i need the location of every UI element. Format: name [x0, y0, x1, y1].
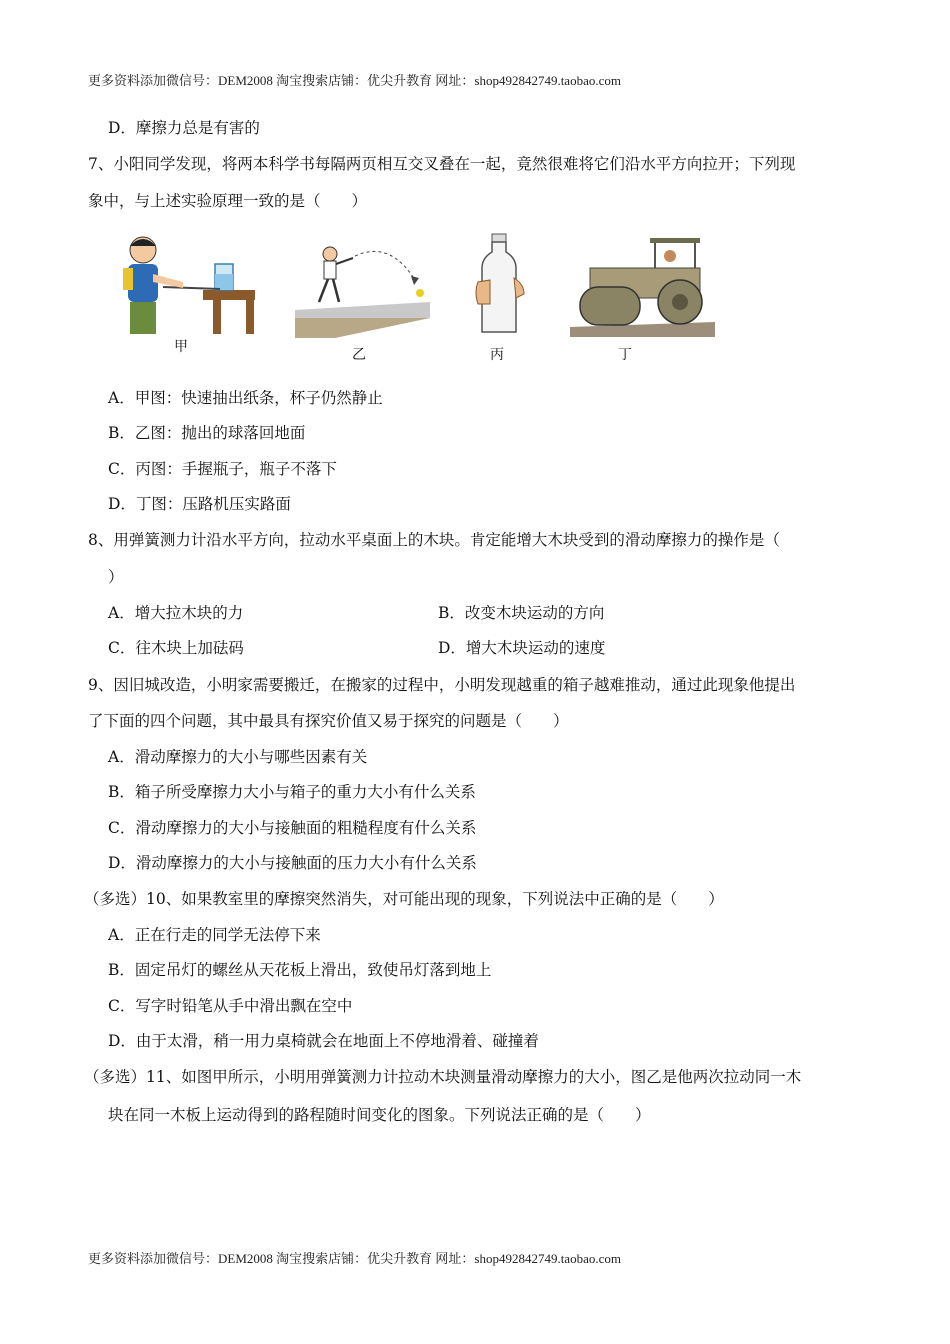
q9-stem-line2: 了下面的四个问题，其中最具有探究价值又易于探究的问题是（ ）: [88, 712, 569, 730]
q8-stem-line1: 8、用弹簧测力计沿水平方向，拉动水平桌面上的木块。肯定能增大木块受到的滑动摩擦力的操作是（: [88, 531, 780, 549]
q11-stem-line2: 块在同一木板上运动得到的路程随时间变化的图象。下列说法正确的是（ ）: [108, 1106, 651, 1124]
q8-stem-line2: ）: [108, 568, 124, 586]
figure-ding-image: [570, 232, 715, 337]
q11-stem-line1: （多选）11、如图甲所示，小明用弹簧测力计拉动木块测量滑动摩擦力的大小，图乙是他两次拉动同一木: [84, 1068, 802, 1086]
q7-figures: [100, 232, 720, 372]
figure-yi-image: [295, 240, 430, 340]
q10-stem: （多选）10、如果教室里的摩擦突然消失，对可能出现的现象，下列说法中正确的是（ ）: [84, 890, 724, 908]
figure-caption-ding: 丁: [618, 347, 632, 363]
q8-option-d: D．增大木块运动的速度: [438, 639, 606, 657]
q8-option-b: B．改变木块运动的方向: [438, 604, 605, 622]
q7-stem-line2: 象中，与上述实验原理一致的是（ ）: [88, 192, 368, 210]
q9-option-a: A．滑动摩擦力的大小与哪些因素有关: [108, 748, 368, 766]
figure-caption-jia: 甲: [174, 339, 188, 355]
q7-option-b: B．乙图：抛出的球落回地面: [108, 424, 306, 442]
q7-stem-line1: 7、小阳同学发现，将两本科学书每隔两页相互交叉叠在一起，竟然很难将它们沿水平方向拉开；下列现: [88, 155, 796, 173]
q7-option-c: C．丙图：手握瓶子，瓶子不落下: [108, 460, 337, 478]
q10-option-d: D．由于太滑，稍一用力桌椅就会在地面上不停地滑着、碰撞着: [108, 1032, 539, 1050]
q9-option-c: C．滑动摩擦力的大小与接触面的粗糙程度有什么关系: [108, 819, 477, 837]
q8-option-a: A．增大拉木块的力: [108, 604, 244, 622]
q10-option-c: C．写字时铅笔从手中滑出飘在空中: [108, 997, 353, 1015]
q8-option-c: C．往木块上加砝码: [108, 639, 244, 657]
q9-stem-line1: 9、因旧城改造，小明家需要搬迁，在搬家的过程中，小明发现越重的箱子越难推动，通过此现象他提出: [88, 676, 796, 694]
figure-jia-image: [108, 232, 258, 337]
q7-option-a: A．甲图：快速抽出纸条，杯子仍然静止: [108, 389, 383, 407]
figure-bing-image: [470, 232, 530, 337]
q10-option-b: B．固定吊灯的螺丝从天花板上滑出，致使吊灯落到地上: [108, 961, 492, 979]
q10-option-a: A．正在行走的同学无法停下来: [108, 926, 321, 944]
figure-caption-bing: 丙: [490, 347, 504, 363]
q9-option-b: B．箱子所受摩擦力大小与箱子的重力大小有什么关系: [108, 783, 476, 801]
figure-caption-yi: 乙: [352, 347, 366, 363]
page-footer: 更多资料添加微信号：DEM2008 淘宝搜索店铺：优尖升教育 网址：shop492842749.taobao.com: [88, 1251, 621, 1266]
q6-option-d: D．摩擦力总是有害的: [108, 119, 260, 137]
q9-option-d: D．滑动摩擦力的大小与接触面的压力大小有什么关系: [108, 854, 477, 872]
q7-option-d: D．丁图：压路机压实路面: [108, 495, 291, 513]
page-header: 更多资料添加微信号：DEM2008 淘宝搜索店铺：优尖升教育 网址：shop492842749.taobao.com: [88, 73, 621, 88]
